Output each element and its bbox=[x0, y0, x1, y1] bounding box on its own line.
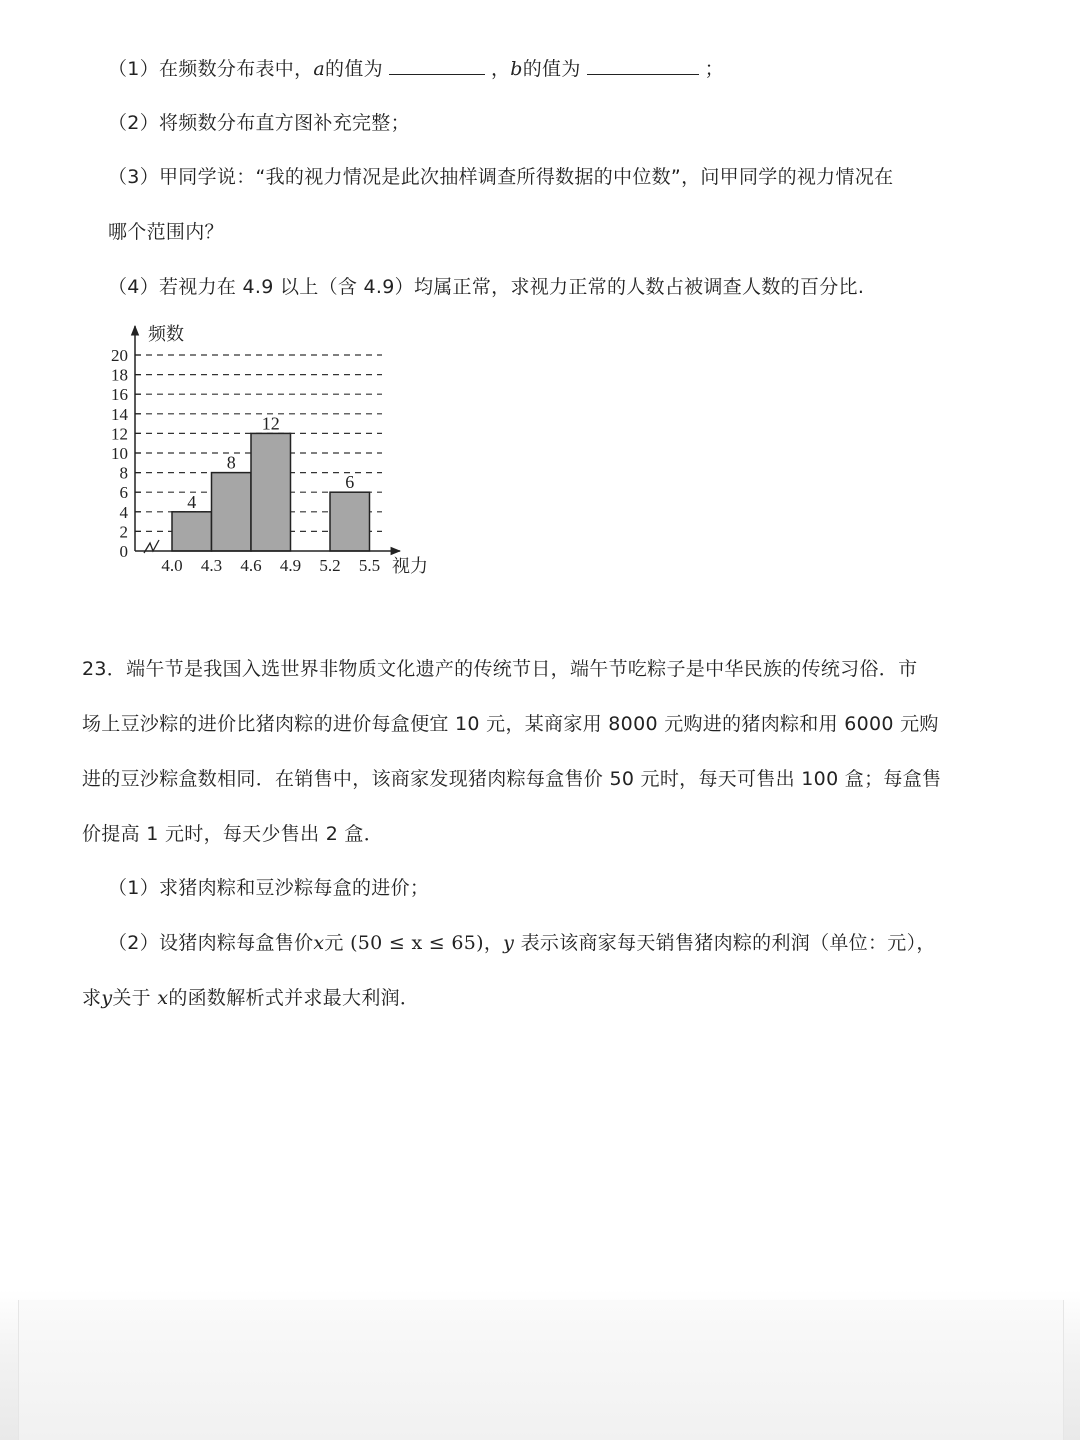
q23-stem-line3: 进的豆沙粽盒数相同．在销售中，该商家发现猪肉粽每盒售价 50 元时，每天可售出 100 盒；每盒售 bbox=[82, 768, 942, 790]
bar-5.2-5.5 bbox=[330, 492, 370, 551]
y-tick-label-2: 2 bbox=[119, 522, 128, 542]
bar-label-4.6-4.9: 12 bbox=[261, 413, 280, 434]
x-axis-label: 视力 bbox=[392, 556, 428, 576]
q23-part2-line1: （2）设猪肉粽每盒售价x元 (50 ≤ x ≤ 65)，y 表示该商家每天销售猪肉粽的利润（单位：元）， bbox=[108, 932, 936, 954]
x-tick-label-4.9: 4.9 bbox=[279, 556, 302, 575]
y-tick-label-18: 18 bbox=[111, 365, 128, 385]
q23-stem-line1: 23．端午节是我国入选世界非物质文化遗产的传统节日，端午节吃粽子是中华民族的传统习俗．市 bbox=[82, 658, 918, 680]
x-tick-label-5.5: 5.5 bbox=[358, 556, 381, 575]
y-ticks bbox=[111, 346, 141, 561]
bar-label-4-4.3: 4 bbox=[187, 491, 197, 512]
answer-blank-b[interactable] bbox=[587, 56, 699, 75]
y-tick-label-8: 8 bbox=[119, 463, 128, 483]
q23-stem-line4: 价提高 1 元时，每天少售出 2 盒． bbox=[82, 823, 384, 845]
bar-4-4.3 bbox=[172, 512, 212, 551]
bar-4.3-4.6 bbox=[212, 473, 252, 551]
q22-part3-line1: （3）甲同学说：“我的视力情况是此次抽样调查所得数据的中位数”，问甲同学的视力情况在 bbox=[108, 166, 894, 188]
y-tick-label-10: 10 bbox=[111, 444, 128, 463]
y-tick-label-12: 12 bbox=[111, 424, 128, 444]
q22-part1: （1）在频数分布表中，a的值为 ，b的值为 ； bbox=[108, 58, 724, 80]
y-tick-label-14: 14 bbox=[111, 404, 128, 424]
y-tick-label-4: 4 bbox=[119, 502, 128, 522]
bar-4.6-4.9 bbox=[251, 433, 291, 551]
y-axis-label: 频数 bbox=[148, 324, 184, 344]
answer-blank-a[interactable] bbox=[389, 56, 485, 75]
bar-label-5.2-5.5: 6 bbox=[345, 472, 355, 493]
x-tick-label-5.2: 5.2 bbox=[319, 556, 341, 575]
q22-part3-line2: 哪个范围内？ bbox=[108, 221, 224, 243]
frequency-histogram bbox=[100, 318, 460, 588]
x-ticks bbox=[161, 556, 380, 575]
y-tick-label-6: 6 bbox=[119, 483, 128, 503]
q22-part4: （4）若视力在 4.9 以上（含 4.9）均属正常，求视力正常的人数占被调查人数的百分比. bbox=[108, 276, 865, 298]
x-tick-label-4.0: 4.0 bbox=[161, 556, 183, 575]
bar-label-4.3-4.6: 8 bbox=[226, 452, 236, 473]
y-tick-label-16: 16 bbox=[111, 385, 128, 405]
q23-part2-line2: 求y关于 x的函数解析式并求最大利润． bbox=[82, 987, 420, 1009]
x-tick-label-4.6: 4.6 bbox=[240, 556, 262, 575]
next-page-edge bbox=[18, 1300, 1064, 1440]
y-tick-label-20: 20 bbox=[111, 346, 128, 365]
q23-part1: （1）求猪肉粽和豆沙粽每盒的进价； bbox=[108, 877, 430, 899]
q22-part2: （2）将频数分布直方图补充完整； bbox=[108, 112, 410, 134]
q23-stem-line2: 场上豆沙粽的进价比猪肉粽的进价每盒便宜 10 元，某商家用 8000 元购进的猪肉粽和用 6000 元购 bbox=[82, 713, 939, 735]
y-tick-label-0: 0 bbox=[119, 542, 128, 561]
x-tick-label-4.3: 4.3 bbox=[200, 556, 223, 575]
